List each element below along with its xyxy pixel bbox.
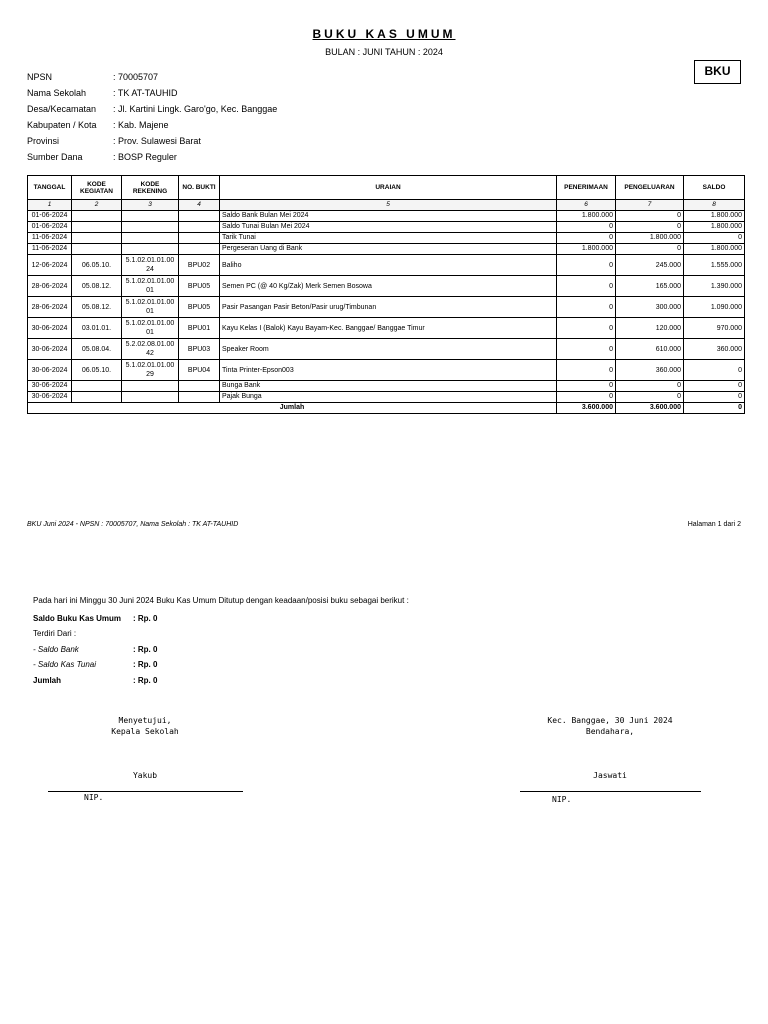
cell-pengeluaran: 120.000 — [616, 318, 684, 339]
cell-uraian: Semen PC (@ 40 Kg/Zak) Merk Semen Bosowa — [220, 276, 557, 297]
cell-pengeluaran: 0 — [616, 381, 684, 392]
cell-saldo: 1.555.000 — [684, 255, 745, 276]
table-header-row — [28, 176, 745, 200]
cell-kode-kegiatan — [72, 392, 122, 403]
cell-kode-rekening: 5.1.02.01.01.00 01 — [122, 276, 179, 297]
column-header: PENERIMAAN — [557, 176, 616, 200]
cell-uraian: Pasir Pasangan Pasir Beton/Pasir urug/Timbunan — [220, 297, 557, 318]
cell-penerimaan: 1.800.000 — [557, 244, 616, 255]
column-number: 8 — [684, 200, 745, 211]
cell-no-bukti: BPU04 — [179, 360, 220, 381]
saldo-bku-label: Saldo Buku Kas Umum — [33, 614, 122, 623]
cell-saldo: 1.090.000 — [684, 297, 745, 318]
total-penerimaan: 3.600.000 — [557, 403, 616, 414]
cell-no-bukti: BPU01 — [179, 318, 220, 339]
column-number: 6 — [557, 200, 616, 211]
cell-kode-rekening — [122, 244, 179, 255]
cell-uraian: Kayu Kelas I (Balok) Kayu Bayam-Kec. Banggae/ Banggae Timur — [220, 318, 557, 339]
cell-uraian: Saldo Bank Bulan Mei 2024 — [220, 211, 557, 222]
table-row — [28, 222, 745, 233]
cell-kode-kegiatan — [72, 222, 122, 233]
cell-penerimaan: 0 — [557, 233, 616, 244]
cell-pengeluaran: 0 — [616, 211, 684, 222]
cell-pengeluaran: 610.000 — [616, 339, 684, 360]
cell-no-bukti: BPU02 — [179, 255, 220, 276]
info-row: Kabupaten / Kota : Kab. Majene — [27, 120, 169, 130]
approval-label: Menyetujui, — [118, 716, 172, 725]
terdiri-dari: Terdiri Dari : — [33, 629, 77, 638]
info-row: Nama Sekolah : TK AT-TAUHID — [27, 88, 178, 98]
total-label: Jumlah — [28, 403, 557, 414]
cell-kode-kegiatan — [72, 233, 122, 244]
cell-no-bukti — [179, 392, 220, 403]
cell-no-bukti: BPU03 — [179, 339, 220, 360]
cell-tanggal: 30-06-2024 — [28, 392, 72, 403]
column-header: URAIAN — [220, 176, 557, 200]
cell-no-bukti — [179, 244, 220, 255]
cell-uraian: Saldo Tunai Bulan Mei 2024 — [220, 222, 557, 233]
cell-kode-kegiatan: 05.08.12. — [72, 297, 122, 318]
cell-tanggal: 28-06-2024 — [28, 276, 72, 297]
cell-kode-rekening — [122, 222, 179, 233]
cell-kode-kegiatan — [72, 244, 122, 255]
cell-saldo: 360.000 — [684, 339, 745, 360]
cell-pengeluaran: 1.800.000 — [616, 233, 684, 244]
cell-no-bukti — [179, 381, 220, 392]
cell-kode-kegiatan — [72, 381, 122, 392]
cell-saldo: 0 — [684, 233, 745, 244]
bku-badge: BKU — [694, 60, 741, 84]
cell-kode-kegiatan: 05.08.04. — [72, 339, 122, 360]
column-header: KODE REKENING — [122, 176, 179, 200]
treasurer-nip: NIP. — [552, 795, 572, 804]
cell-saldo: 1.800.000 — [684, 211, 745, 222]
info-row: Sumber Dana : BOSP Reguler — [27, 152, 177, 162]
table-row — [28, 276, 745, 297]
ledger-body — [28, 211, 745, 403]
cell-kode-kegiatan: 06.05.10. — [72, 255, 122, 276]
cell-penerimaan: 0 — [557, 360, 616, 381]
info-row: Provinsi : Prov. Sulawesi Barat — [27, 136, 201, 146]
cell-penerimaan: 0 — [557, 318, 616, 339]
table-row — [28, 233, 745, 244]
cell-saldo: 1.800.000 — [684, 222, 745, 233]
cell-uraian: Tarik Tunai — [220, 233, 557, 244]
column-header: NO. BUKTI — [179, 176, 220, 200]
total-pengeluaran: 3.600.000 — [616, 403, 684, 414]
saldo-bank-row — [33, 645, 157, 654]
document-title: BUKU KAS UMUM — [312, 27, 456, 41]
cell-no-bukti: BPU05 — [179, 276, 220, 297]
cell-penerimaan: 0 — [557, 392, 616, 403]
school-info — [27, 69, 277, 165]
table-row — [28, 381, 745, 392]
cell-uraian: Speaker Room — [220, 339, 557, 360]
column-number: 5 — [220, 200, 557, 211]
cell-tanggal: 30-06-2024 — [28, 318, 72, 339]
cell-penerimaan: 1.800.000 — [557, 211, 616, 222]
cell-kode-rekening: 5.1.02.01.01.00 01 — [122, 297, 179, 318]
jumlah-value: : Rp. 0 — [133, 676, 158, 685]
cell-saldo: 0 — [684, 392, 745, 403]
cell-pengeluaran: 300.000 — [616, 297, 684, 318]
cell-uraian: Baliho — [220, 255, 557, 276]
cell-tanggal: 30-06-2024 — [28, 339, 72, 360]
cell-tanggal: 30-06-2024 — [28, 360, 72, 381]
column-header: SALDO — [684, 176, 745, 200]
table-row — [28, 339, 745, 360]
cell-no-bukti — [179, 222, 220, 233]
cell-kode-kegiatan: 05.08.12. — [72, 276, 122, 297]
signature-line — [520, 791, 701, 792]
cell-penerimaan: 0 — [557, 339, 616, 360]
cell-penerimaan: 0 — [557, 276, 616, 297]
document-subtitle: BULAN : JUNI TAHUN : 2024 — [325, 47, 443, 57]
cell-tanggal: 01-06-2024 — [28, 211, 72, 222]
saldo-tunai-value: : Rp. 0 — [133, 660, 158, 669]
cell-tanggal: 30-06-2024 — [28, 381, 72, 392]
ledger-table — [27, 175, 745, 414]
saldo-tunai-row — [33, 660, 157, 669]
principal-title: Kepala Sekolah — [111, 727, 179, 736]
column-number: 1 — [28, 200, 72, 211]
cell-no-bukti — [179, 211, 220, 222]
cell-saldo: 1.390.000 — [684, 276, 745, 297]
table-row — [28, 244, 745, 255]
cell-kode-rekening: 5.2.02.08.01.00 42 — [122, 339, 179, 360]
cell-kode-kegiatan: 03.01.01. — [72, 318, 122, 339]
saldo-bku-row — [33, 614, 157, 623]
saldo-bku-value: : Rp. 0 — [133, 614, 158, 623]
column-number: 3 — [122, 200, 179, 211]
cell-pengeluaran: 360.000 — [616, 360, 684, 381]
info-row: Desa/Kecamatan : Jl. Kartini Lingk. Garo'go, Kec. Banggae — [27, 104, 278, 114]
cell-kode-rekening: 5.1.02.01.01.00 24 — [122, 255, 179, 276]
jumlah-row — [33, 676, 157, 685]
cell-no-bukti — [179, 233, 220, 244]
cell-kode-rekening — [122, 392, 179, 403]
saldo-bank-label: - Saldo Bank — [33, 645, 79, 654]
cell-uraian: Pajak Bunga — [220, 392, 557, 403]
cell-saldo: 0 — [684, 381, 745, 392]
cell-kode-rekening: 5.1.02.01.01.00 29 — [122, 360, 179, 381]
table-row — [28, 255, 745, 276]
cell-pengeluaran: 0 — [616, 244, 684, 255]
cell-tanggal: 11-06-2024 — [28, 233, 72, 244]
principal-name: Yakub — [132, 771, 158, 780]
info-row: NPSN : 70005707 — [27, 72, 159, 82]
cell-penerimaan: 0 — [557, 255, 616, 276]
page-footer-left: BKU Juni 2024 - NPSN : 70005707, Nama Sekolah : TK AT-TAUHID — [27, 521, 239, 528]
principal-nip: NIP. — [84, 793, 104, 802]
total-saldo: 0 — [684, 403, 745, 414]
treasurer-name: Jaswati — [593, 771, 627, 780]
cell-penerimaan: 0 — [557, 222, 616, 233]
cell-pengeluaran: 245.000 — [616, 255, 684, 276]
table-row — [28, 297, 745, 318]
column-number: 2 — [72, 200, 122, 211]
cell-saldo: 970.000 — [684, 318, 745, 339]
column-number: 4 — [179, 200, 220, 211]
table-row — [28, 211, 745, 222]
cell-tanggal: 11-06-2024 — [28, 244, 72, 255]
column-header: KODE KEGIATAN — [72, 176, 122, 200]
cell-uraian: Bunga Bank — [220, 381, 557, 392]
cell-uraian: Pergeseran Uang di Bank — [220, 244, 557, 255]
table-row — [28, 360, 745, 381]
treasurer-title: Bendahara, — [585, 727, 635, 736]
place-date: Kec. Banggae, 30 Juni 2024 — [547, 716, 673, 725]
cell-tanggal: 28-06-2024 — [28, 297, 72, 318]
cell-pengeluaran: 165.000 — [616, 276, 684, 297]
cell-saldo: 0 — [684, 360, 745, 381]
cell-kode-rekening: 5.1.02.01.01.00 01 — [122, 318, 179, 339]
column-header: TANGGAL — [28, 176, 72, 200]
cell-kode-rekening — [122, 211, 179, 222]
column-header: PENGELUARAN — [616, 176, 684, 200]
cell-saldo: 1.800.000 — [684, 244, 745, 255]
cell-tanggal: 01-06-2024 — [28, 222, 72, 233]
cell-kode-rekening — [122, 381, 179, 392]
column-number-row — [28, 200, 745, 211]
cell-penerimaan: 0 — [557, 381, 616, 392]
cell-uraian: Tinta Printer-Epson003 — [220, 360, 557, 381]
signature-line — [48, 791, 243, 792]
cell-kode-kegiatan: 06.05.10. — [72, 360, 122, 381]
page-number: Halaman 1 dari 2 — [687, 521, 741, 528]
table-row — [28, 318, 745, 339]
cell-no-bukti: BPU05 — [179, 297, 220, 318]
cell-tanggal: 12-06-2024 — [28, 255, 72, 276]
cell-kode-rekening — [122, 233, 179, 244]
closing-statement: Pada hari ini Minggu 30 Juni 2024 Buku Kas Umum Ditutup dengan keadaan/posisi buku sebagai berikut : — [33, 596, 409, 605]
cell-penerimaan: 0 — [557, 297, 616, 318]
saldo-tunai-label: - Saldo Kas Tunai — [33, 660, 96, 669]
cell-kode-kegiatan — [72, 211, 122, 222]
saldo-bank-value: : Rp. 0 — [133, 645, 158, 654]
table-row — [28, 392, 745, 403]
cell-pengeluaran: 0 — [616, 222, 684, 233]
cell-pengeluaran: 0 — [616, 392, 684, 403]
total-row — [28, 403, 745, 414]
jumlah-label: Jumlah — [33, 676, 62, 685]
column-number: 7 — [616, 200, 684, 211]
